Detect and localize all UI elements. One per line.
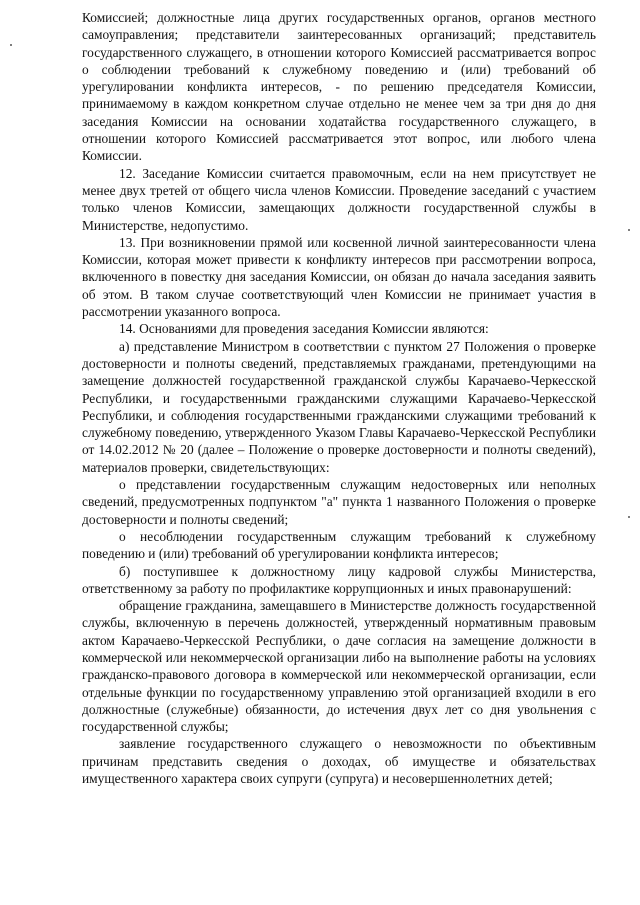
paragraph-12: 12. Заседание Комиссии считается правомочным, если на нем присутствует не менее двух третей от общего числа членов Комиссии. Проведение заседаний с участием только членов Комиссии, замещающих должности государственной службы в Министерстве, недопустимо. — [82, 165, 596, 233]
scan-speck — [628, 229, 630, 231]
paragraph-14a-item-2: о несоблюдении государственным служащим требований к служебному поведению и (или) требований об урегулировании конфликта интересов; — [82, 528, 596, 562]
paragraph-14a-item-1: о представлении государственным служащим недостоверных или неполных сведений, предусмотренных подпунктом "а" пункта 1 названного Положения о проверке достоверности и полноты сведений; — [82, 477, 596, 527]
paragraph-14b-item-1: обращение гражданина, замещавшего в Министерстве должность государственной службы, включенную в перечень должностей, утвержденный нормативным правовым актом Карачаево-Черкесской Республики, о даче согласия на замещение должности в коммерческой или некоммерческой организации либо на выполнение работы на условиях гражданско-правового договора в коммерческой или некоммерческой организации, если отдельные функции по государственному управлению этой организацией входили в его должностные (служебные) обязанности, до истечения двух лет со дня увольнения с государственной службы; — [82, 598, 596, 735]
paragraph-13: 13. При возникновении прямой или косвенной личной заинтересованности члена Комиссии, которая может привести к конфликту интересов при рассмотрении вопроса, включенного в повестку дня заседания Комиссии, он обязан до начала заседания заявить об этом. В таком случае соответствующий член Комиссии не принимает участия в рассмотрении указанного вопроса. — [82, 234, 596, 320]
paragraph-14b: б) поступившее к должностному лицу кадровой службы Министерства, ответственному за работу по профилактике коррупционных и иных правонарушений: — [82, 563, 596, 596]
scan-speck — [10, 44, 12, 46]
paragraph-14: 14. Основаниями для проведения заседания Комиссии являются: — [119, 321, 489, 337]
paragraph-14a: а) представление Министром в соответствии с пунктом 27 Положения о проверке достоверности и полноты сведений, представляемых гражданами, претендующими на замещение должностей государственной гражданской службы Карачаево-Черкесской Республики, и государственными гражданскими служащими Карачаево-Черкесской Республики, и соблюдения государственными гражданскими служащими требований к служебному поведению, утвержденного Указом Главы Карачаево-Черкесской Республики от 14.02.2012 № 20 (далее – Положение о проверке достоверности и полноты сведений), материалов проверки, свидетельствующих: — [82, 338, 596, 475]
paragraph-continuation: Комиссией; должностные лица других государственных органов, органов местного самоуправления; представители заинтересованных организаций; представитель государственного служащего, в отношении которого Комиссией рассматривается вопрос о соблюдении требований к служебному поведению и (или) требований об урегулировании конфликта интересов, - по решению председателя Комиссии, принимаемому в каждом конкретном случае отдельно не менее чем за три дня до дня заседания Комиссии на основании ходатайства государственного служащего, в отношении которого Комиссией рассматривается этот вопрос, или любого члена Комиссии. — [82, 10, 596, 164]
scan-speck — [628, 516, 630, 518]
document-page — [82, 9, 596, 787]
paragraph-14b-item-2: заявление государственного служащего о невозможности по объективным причинам представить сведения о доходах, об имуществе и обязательствах имущественного характера своих супруги (супруга) и несовершеннолетних детей; — [82, 736, 596, 787]
